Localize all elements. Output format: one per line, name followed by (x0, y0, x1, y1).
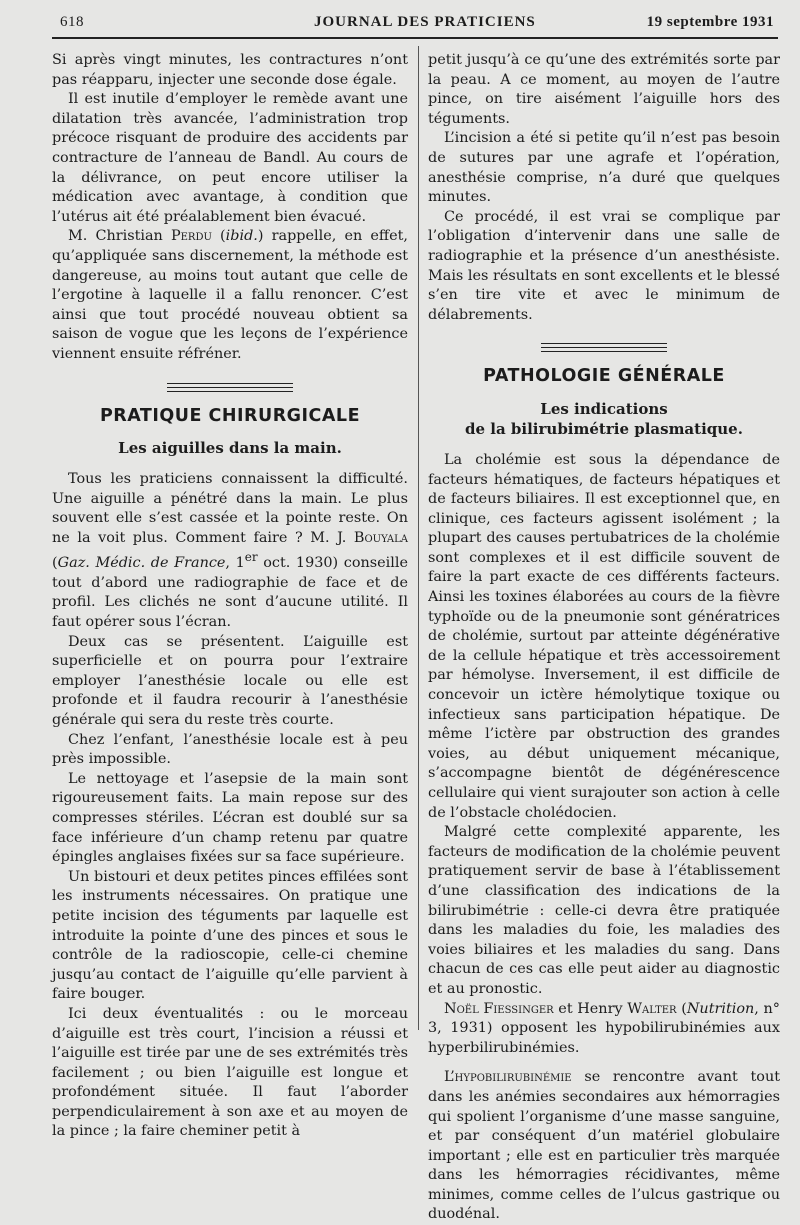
left-column (52, 51, 408, 1142)
journal-citation: Gaz. Médic. de France (57, 555, 226, 572)
title-line: de la bilirubimétrie plasmatique. (465, 419, 743, 438)
right-column (428, 51, 780, 1225)
citation-ibid: ibid. (225, 228, 258, 245)
paragraph: Malgré cette complexité apparente, les facteurs de modification de la cholémie peuvent pratiquement servir de base à l’établissement d’une classification des indications de la bilirubimétrie : celle-ci devra être pratiquée dans les maladies du foie, les maladies des voies biliaires et les maladies du sang. Dans chacun de ces cas elle peut aider au diagnostic et au pronostic. (428, 824, 780, 997)
issue-date: 19 septembre 1931 (646, 14, 774, 30)
run-in-heading: L’hypobilirubinémie (444, 1069, 572, 1086)
running-header (52, 14, 778, 34)
paragraph: Si après vingt minutes, les contractures n’ont pas réapparu, injecter une seconde dose égale. (52, 52, 408, 88)
text-run: et Henry (553, 1000, 628, 1017)
page-number: 618 (60, 14, 84, 30)
author-name: Perdu (170, 228, 212, 245)
paragraph: Chez l’enfant, l’anesthésie locale est à peu près impossible. (52, 731, 408, 768)
spacer (428, 1058, 780, 1068)
paragraph (428, 1068, 780, 1225)
article-title (428, 399, 780, 439)
text-run: oct. 1930) conseille tout d’abord une radiographie de face et de profil. Les clichés ne sont d’aucune utilité. Il faut opérer sous l’écran. (52, 555, 409, 631)
column-divider (418, 46, 419, 1030)
text-run: se rencontre avant tout dans les anémies secondaires aux hémorragies qui spolient l’organisme d’une masse sanguine, et par conséquent d’un matériel globulaire important ; elle est en particulier très marquée dans les hémorragies récidivantes, même minimes, comme celles de l’ulcus gastrique ou duodénal. (428, 1069, 780, 1223)
text-run: , n° 3, 1931) opposent les hypobilirubinémies aux hyperbilirubinémies. (428, 1000, 780, 1056)
article-title: Les aiguilles dans la main. (118, 439, 342, 458)
paragraph (428, 1000, 780, 1059)
paragraph: Un bistouri et deux petites pinces effilées sont les instruments nécessaires. On pratique une petite incision des téguments par laquelle est introduite la pointe d’une des pinces et sous le contrôle de la radioscopie, celle-ci chemine jusqu’au contact de l’aiguille qu’elle parvient à faire bouger. (52, 868, 408, 1003)
author-name: Noël Fiessinger (444, 1000, 554, 1017)
paragraph: Ce procédé, il est vrai se complique par l’obligation d’intervenir dans une salle de radiographie et la présence d’un anesthésiste. Mais les résultats en sont excellents et le blessé s’en tire vite et avec le minimum de délabrements. (428, 208, 780, 323)
text-run: , 1 (225, 555, 245, 572)
section-separator (167, 383, 293, 395)
title-line: Les indications (540, 399, 668, 418)
text-run: M. Christian (68, 228, 171, 245)
superscript: er (244, 550, 258, 565)
text-run: ( (211, 228, 226, 245)
paragraph: petit jusqu’à ce qu’une des extrémités sorte par la peau. A ce moment, au moyen de l’autre pince, on tire aisément l’aiguille hors des téguments. (428, 52, 780, 127)
journal-title: JOURNAL DES PRATICIENS (314, 14, 536, 30)
paragraph: L’incision a été si petite qu’il n’est pas besoin de sutures par une agrafe et l’opération, anesthésie comprise, n’a duré que quelques minutes. (428, 130, 780, 206)
paragraph (52, 227, 408, 364)
paragraph: Ici deux éventualités : ou le morceau d’aiguille est très court, l’incision a réussi et l’aiguille est tirée par une de ses extrémités très facilement ; ou bien l’aiguille est longue et profondément située. Il faut l’aborder perpendiculairement à son axe et au moyen de la pince ; la faire cheminer petit à (52, 1005, 408, 1140)
author-name: Walter (627, 1000, 677, 1017)
section-title: PRATIQUE CHIRURGICALE (99, 405, 361, 426)
journal-citation: Nutrition (686, 1000, 755, 1017)
text-run: ) rappelle, en effet, qu’appliquée sans discernement, la méthode est dangereuse, au moins tout autant que celle de l’ergotine à laquelle il a fallu renoncer. C’est ainsi que tout procédé nouveau obtient sa saison de vogue que les leçons de l’expérience viennent ensuite réfréner. (52, 228, 408, 362)
paragraph (52, 470, 408, 633)
paragraph: La cholémie est sous la dépendance de facteurs hématiques, de facteurs hépatiques et de facteurs biliaires. Il est exceptionnel que, en clinique, ces facteurs agissent isolément ; la plupart des causes pertubatrices de la cholémie sont complexes et il est difficile souvent de faire la part exacte de ces différents facteurs. Ainsi les toxines élaborées au cours de la fièvre typhoïde ou de la pneumonie sont génératrices de cholémie, surtout par atteinte dégénérative de la cellule hépatique et très accessoirement par hémolyse. Inversement, il est difficile de concevoir un ictère hémolytique toxique ou infectieux sans participation hépatique. De même l’ictère par obstruction des grandes voies, au début uniquement mécanique, s’accompagne bientôt de dégénérescence cellulaire qui vient surajouter son action à celle de l’obstacle cholédocien. (428, 451, 780, 821)
author-name: Bouyala (353, 529, 408, 546)
header-rule (52, 37, 778, 39)
paragraph: Il est inutile d’employer le remède avant une dilatation très avancée, l’administration trop précoce risquant de produire des accidents par contracture de l’anneau de Bandl. Au cours de la délivrance, on peut encore utiliser la médication avec avantage, à condition que l’utérus ait été préalablement bien évacué. (52, 91, 408, 225)
paragraph: Le nettoyage et l’asepsie de la main sont rigoureusement faits. La main repose sur des compresses stériles. L’écran est doublé sur sa face inférieure d’un champ retenu par quatre épingles anglaises fixées sur sa face supérieure. (52, 770, 408, 866)
text-run: ( (52, 555, 58, 572)
section-title: PATHOLOGIE GÉNÉRALE (483, 366, 725, 387)
text-run: ( (676, 1000, 687, 1017)
section-separator (541, 343, 667, 355)
paragraph: Deux cas se présentent. L’aiguille est superficielle et on pourra pour l’extraire employer l’anesthésie locale ou elle est profonde et il faudra recourir à l’anesthésie générale qui sera du reste très courte. (52, 633, 408, 729)
text-run: Tous les praticiens connaissent la difficulté. Une aiguille a pénétré dans la main. Le plus souvent elle s’est cassée et la pointe reste. On ne la voit plus. Comment faire ? M. J. (52, 471, 408, 546)
